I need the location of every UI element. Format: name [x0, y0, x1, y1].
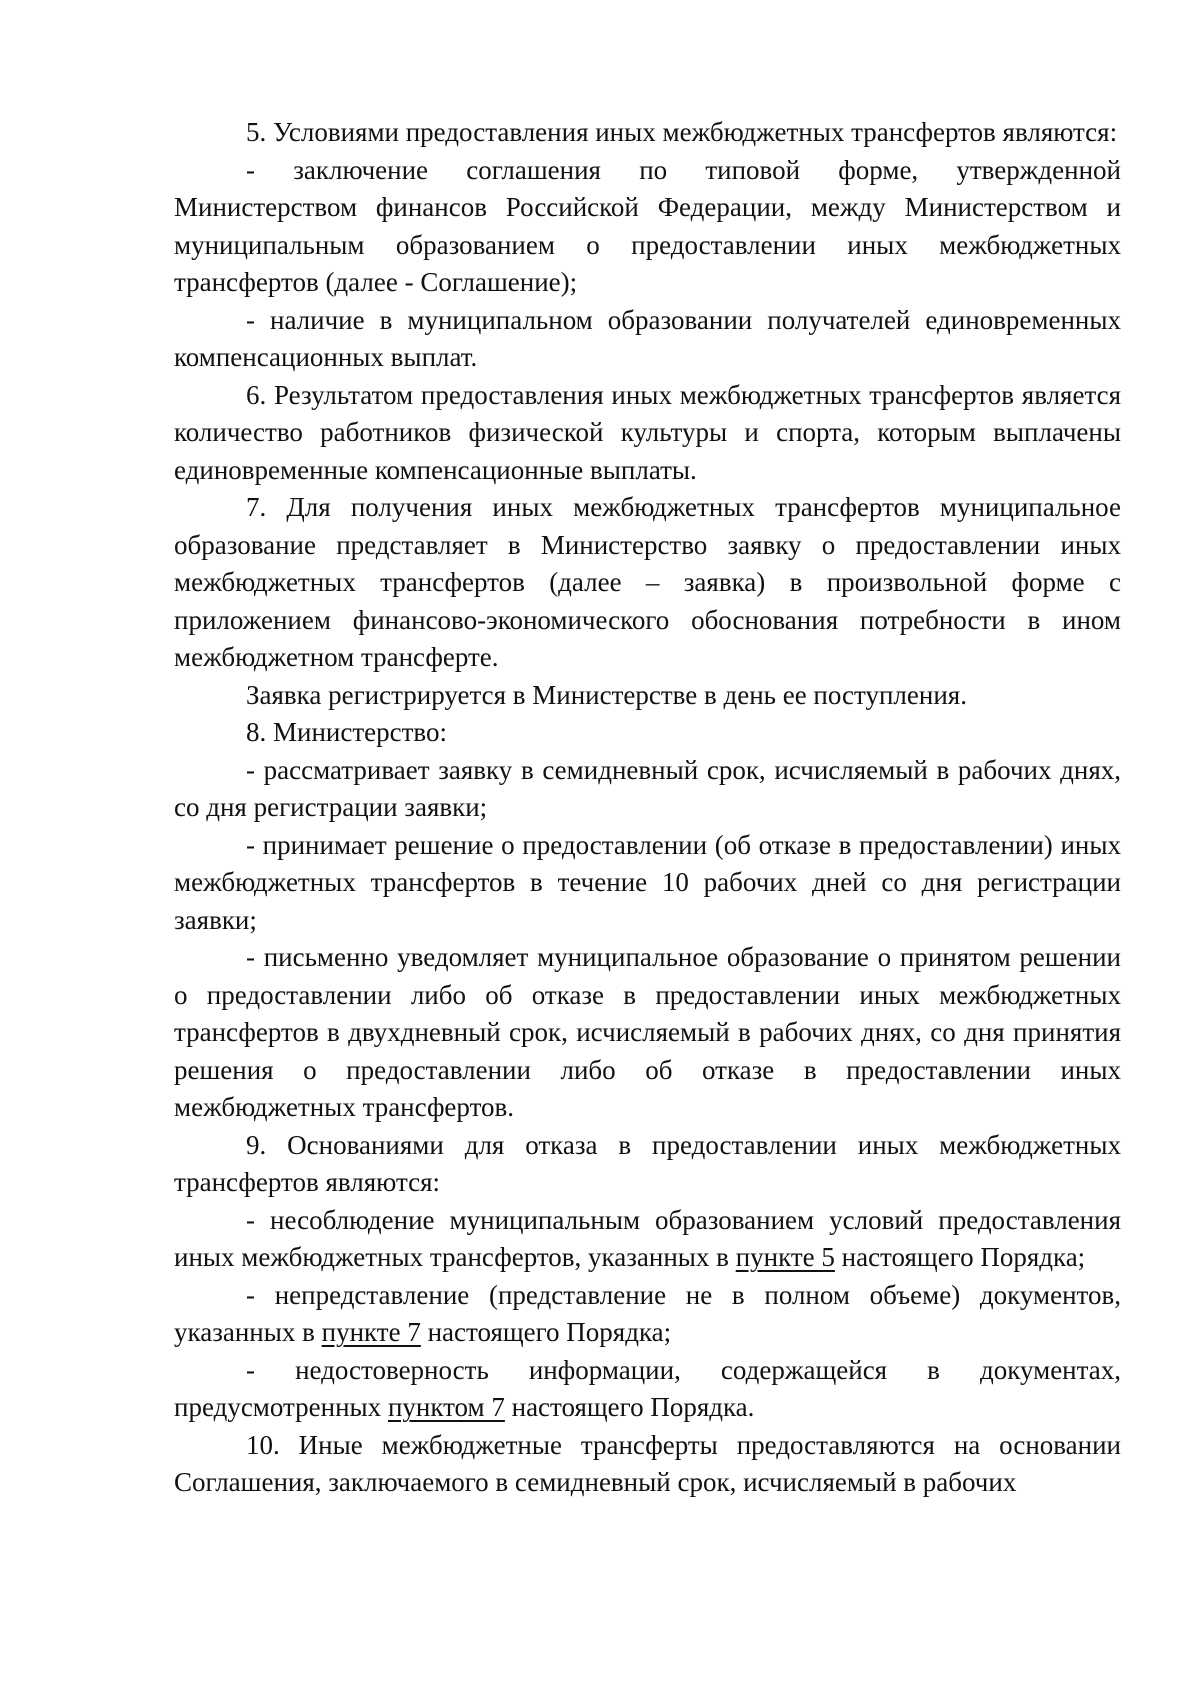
paragraph-7: 7. Для получения иных межбюджетных трансфертов муниципальное образование представляет в Министерство заявку о предоставлении иных межбюджетных трансфертов (далее – заявка) в произвольной форме с приложением финансово-экономического обоснования потребности в ином межбюджетном трансферте.	[174, 492, 1121, 672]
paragraph-text: - несоблюдение муниципальным образованием условий предоставления иных межбюджетных трансфертов, указанных в	[174, 1204, 1121, 1272]
paragraph-text: настоящего Порядка;	[420, 1317, 672, 1347]
link-punkt-7[interactable]: пункте 7	[321, 1317, 421, 1347]
paragraph-text: - недостоверность информации, содержащейся в документах, предусмотренных	[174, 1354, 1121, 1422]
paragraph-10: 10. Иные межбюджетные трансферты предоставляются на основании Соглашения, заключаемого в семидневный срок, исчисляемый в рабочих	[174, 1429, 1121, 1497]
paragraph-7-registration: Заявка регистрируется в Министерстве в день ее поступления.	[246, 679, 967, 710]
paragraph-9: 9. Основаниями для отказа в предоставлении иных межбюджетных трансфертов являются:	[174, 1129, 1121, 1197]
document-page	[174, 114, 1121, 1502]
paragraph-5-condition-agreement: - заключение соглашения по типовой форме, утвержденной Министерством финансов Российской Федерации, между Министерством и муниципальным образованием о предоставлении иных межбюджетных трансфертов (далее - Соглашение);	[174, 154, 1121, 297]
paragraph-9-reason-noncompliance	[174, 1202, 1121, 1277]
paragraph-8-notify: - письменно уведомляет муниципальное образование о принятом решении о предоставлении либо об отказе в предоставлении иных межбюджетных трансфертов в двухдневный срок, исчисляемый в рабочих днях, со дня принятия решения о предоставлении либо об отказе в предоставлении иных межбюджетных трансфертов.	[174, 942, 1121, 1122]
paragraph-9-reason-invalid-info	[174, 1352, 1121, 1427]
paragraph-6: 6. Результатом предоставления иных межбюджетных трансфертов является количество работников физической культуры и спорта, которым выплачены единовременные компенсационные выплаты.	[174, 379, 1121, 485]
paragraph-5: 5. Условиями предоставления иных межбюджетных трансфертов являются:	[246, 117, 1118, 147]
paragraph-9-reason-missing-docs	[174, 1277, 1121, 1352]
paragraph-8-decision: - принимает решение о предоставлении (об отказе в предоставлении) иных межбюджетных трансфертов в течение 10 рабочих дней со дня регистрации заявки;	[174, 829, 1121, 935]
link-punktom-7[interactable]: пунктом 7	[387, 1392, 505, 1422]
paragraph-text: настоящего Порядка.	[504, 1392, 755, 1422]
paragraph-8-review: - рассматривает заявку в семидневный срок, исчисляемый в рабочих днях, со дня регистрации заявки;	[174, 754, 1121, 822]
paragraph-8: 8. Министерство:	[246, 717, 447, 747]
link-punkt-5[interactable]: пункте 5	[735, 1242, 835, 1272]
paragraph-5-condition-recipients: - наличие в муниципальном образовании получателей единовременных компенсационных выплат.	[174, 304, 1121, 372]
paragraph-text: настоящего Порядка;	[834, 1242, 1086, 1272]
paragraph-text: - непредставление (представление не в полном объеме) документов, указанных в	[174, 1279, 1121, 1347]
